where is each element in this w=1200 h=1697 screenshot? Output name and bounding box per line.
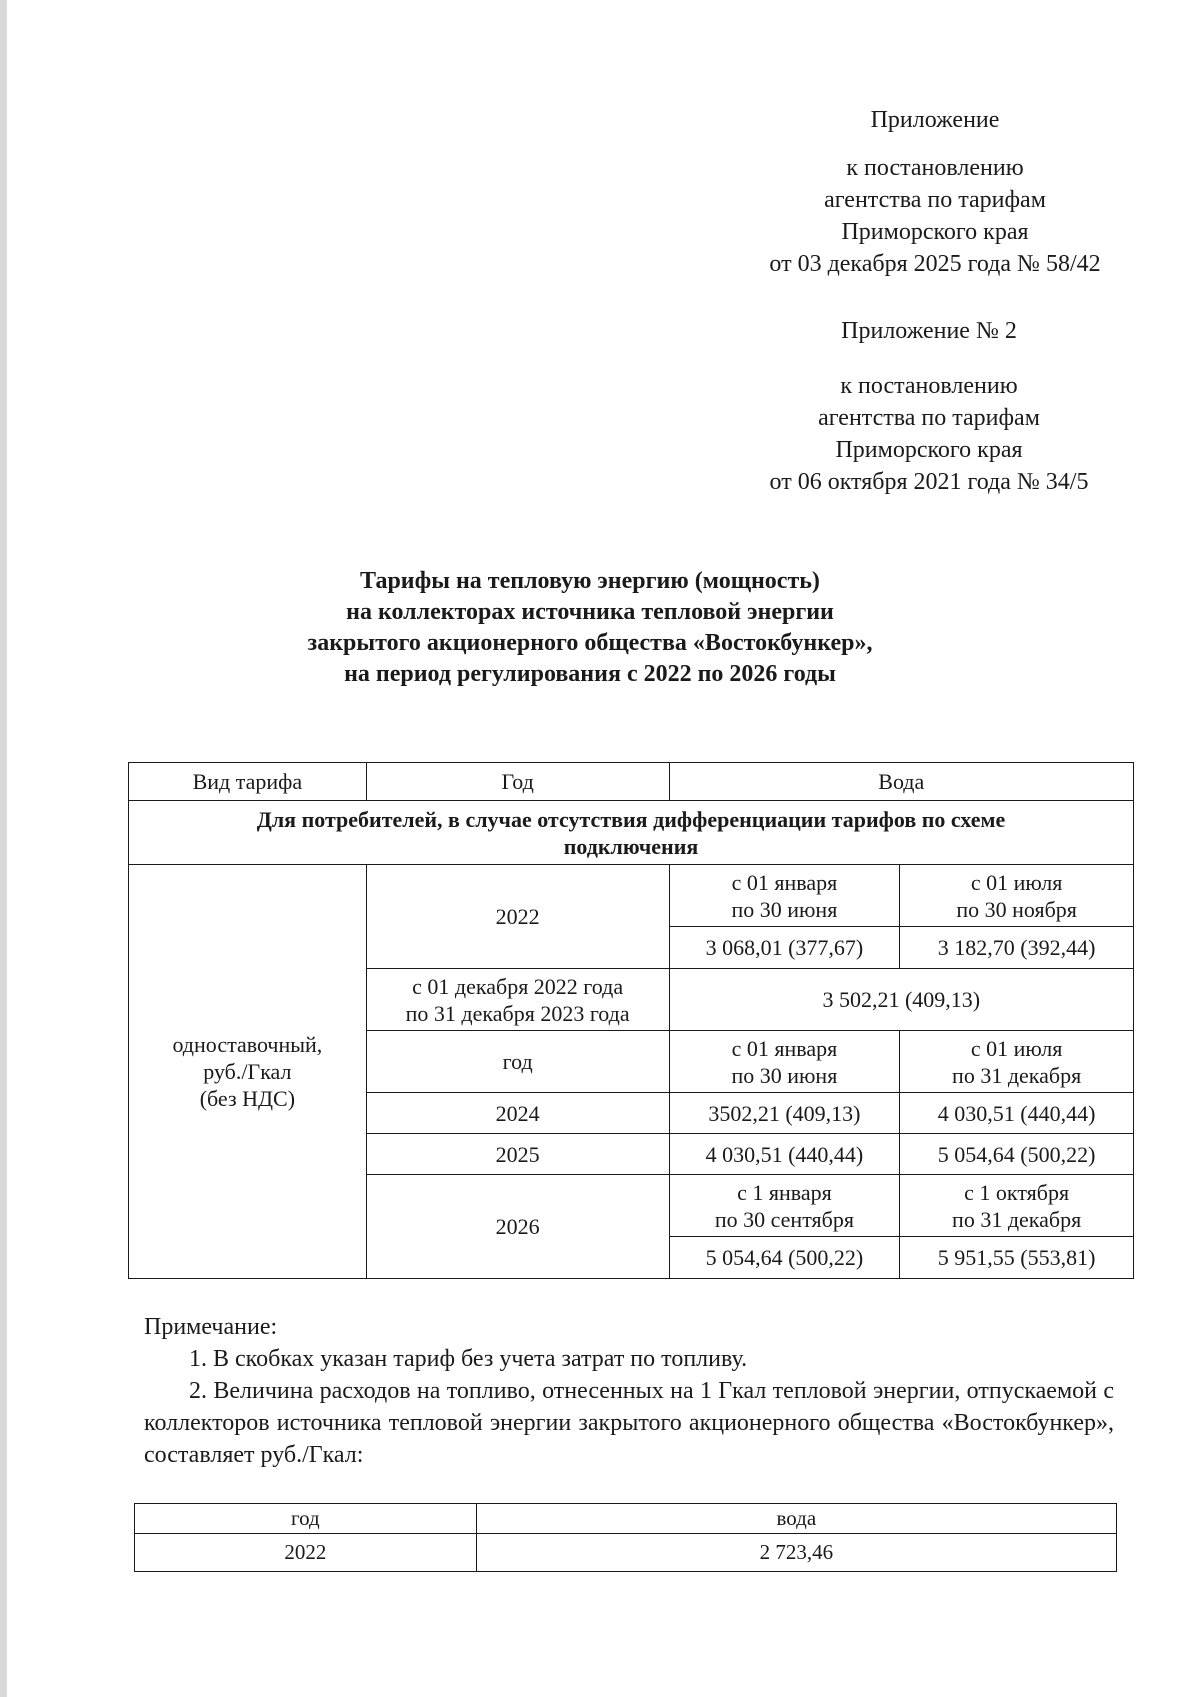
tariff-kind-line: (без НДС)	[199, 1086, 296, 1111]
header-year: Год	[366, 763, 669, 801]
period-line: с 01 января	[731, 1035, 838, 1061]
period-second-half	[900, 1031, 1134, 1093]
header-line: Приморского края	[841, 219, 1029, 245]
approval-header-original	[719, 315, 1139, 347]
notes-section	[144, 1311, 1114, 1471]
approval-header-original-details	[719, 370, 1139, 498]
header-water: Вода	[669, 763, 1133, 801]
title-line: Тарифы на тепловую энергию (мощность)	[360, 568, 820, 594]
note-item-2: 2. Величина расходов на топливо, отнесенных на 1 Гкал тепловой энергии, отпускаемой с коллекторов источника тепловой энергии закрытого акционерного общества «Востокбункер», составляет руб./Гкал:	[144, 1378, 1114, 1468]
header-line: от 06 октября 2021 года № 34/5	[769, 469, 1089, 495]
tariff-kind-line: одноставочный,	[172, 1032, 323, 1057]
value-2024-first: 3502,21 (409,13)	[669, 1093, 900, 1134]
period-line: по 30 ноября	[956, 896, 1077, 922]
header-tariff-kind: Вид тарифа	[129, 763, 367, 801]
period-line: по 31 декабря	[952, 1062, 1082, 1088]
period-line: с 01 июля	[970, 1035, 1063, 1061]
header-line: Приморского края	[835, 437, 1023, 463]
year-2022: 2022	[366, 865, 669, 969]
header-line: к постановлению	[840, 373, 1018, 399]
page-edge	[0, 0, 7, 1697]
period-2026-second	[900, 1175, 1134, 1237]
fuel-header-water: вода	[476, 1504, 1116, 1534]
value-2022-second: 3 182,70 (392,44)	[900, 927, 1134, 969]
fuel-cost-table	[134, 1503, 1117, 1572]
header-title: Приложение № 2	[841, 318, 1017, 344]
period-2022-first	[669, 865, 900, 927]
value-2026-first: 5 054,64 (500,22)	[669, 1237, 900, 1279]
period-2023	[366, 969, 669, 1031]
value-2026-second: 5 951,55 (553,81)	[900, 1237, 1134, 1279]
tariff-table	[128, 762, 1134, 1279]
value-2024-second: 4 030,51 (440,44)	[900, 1093, 1134, 1134]
approval-header-current	[725, 104, 1145, 136]
year-label: год	[366, 1031, 669, 1093]
period-2026-first	[669, 1175, 900, 1237]
period-line: по 31 декабря	[952, 1206, 1082, 1232]
notes-heading: Примечание:	[144, 1314, 278, 1340]
header-title: Приложение	[870, 107, 1000, 133]
period-2022-second	[900, 865, 1134, 927]
section-title: Для потребителей, в случае отсутствия дифференциации тарифов по схеме подключения	[129, 801, 1134, 865]
period-line: с 1 января	[737, 1179, 832, 1205]
period-line: с 1 октября	[964, 1179, 1070, 1205]
title-line: на коллекторах источника тепловой энергии	[346, 599, 834, 625]
value-2022-first: 3 068,01 (377,67)	[669, 927, 900, 969]
period-line: по 30 июня	[731, 1062, 838, 1088]
period-line: по 30 сентября	[714, 1206, 854, 1232]
header-line: к постановлению	[846, 155, 1024, 181]
fuel-year: 2022	[135, 1534, 477, 1572]
period-first-half	[669, 1031, 900, 1093]
period-line: по 30 июня	[731, 896, 838, 922]
period-line: с 01 июля	[970, 869, 1063, 895]
header-line: агентства по тарифам	[818, 405, 1040, 431]
period-line: с 01 января	[731, 869, 838, 895]
fuel-value: 2 723,46	[476, 1534, 1116, 1572]
title-line: на период регулирования с 2022 по 2026 годы	[344, 661, 836, 687]
value-2025-first: 4 030,51 (440,44)	[669, 1134, 900, 1175]
fuel-header-year: год	[135, 1504, 477, 1534]
title-line: закрытого акционерного общества «Востокбункер»,	[307, 630, 873, 656]
note-item-1: 1. В скобках указан тариф без учета затрат по топливу.	[189, 1346, 748, 1372]
year-2025: 2025	[366, 1134, 669, 1175]
value-2023: 3 502,21 (409,13)	[669, 969, 1133, 1031]
tariff-kind-cell	[129, 865, 367, 1279]
document-title	[170, 566, 1010, 690]
year-2024: 2024	[366, 1093, 669, 1134]
period-line: с 01 декабря 2022 года	[412, 973, 624, 999]
approval-header-current-details	[725, 152, 1145, 280]
header-line: от 03 декабря 2025 года № 58/42	[769, 251, 1101, 277]
value-2025-second: 5 054,64 (500,22)	[900, 1134, 1134, 1175]
tariff-kind-line: руб./Гкал	[203, 1059, 292, 1084]
period-line: по 31 декабря 2023 года	[405, 1000, 630, 1026]
header-line: агентства по тарифам	[824, 187, 1046, 213]
year-2026: 2026	[366, 1175, 669, 1279]
